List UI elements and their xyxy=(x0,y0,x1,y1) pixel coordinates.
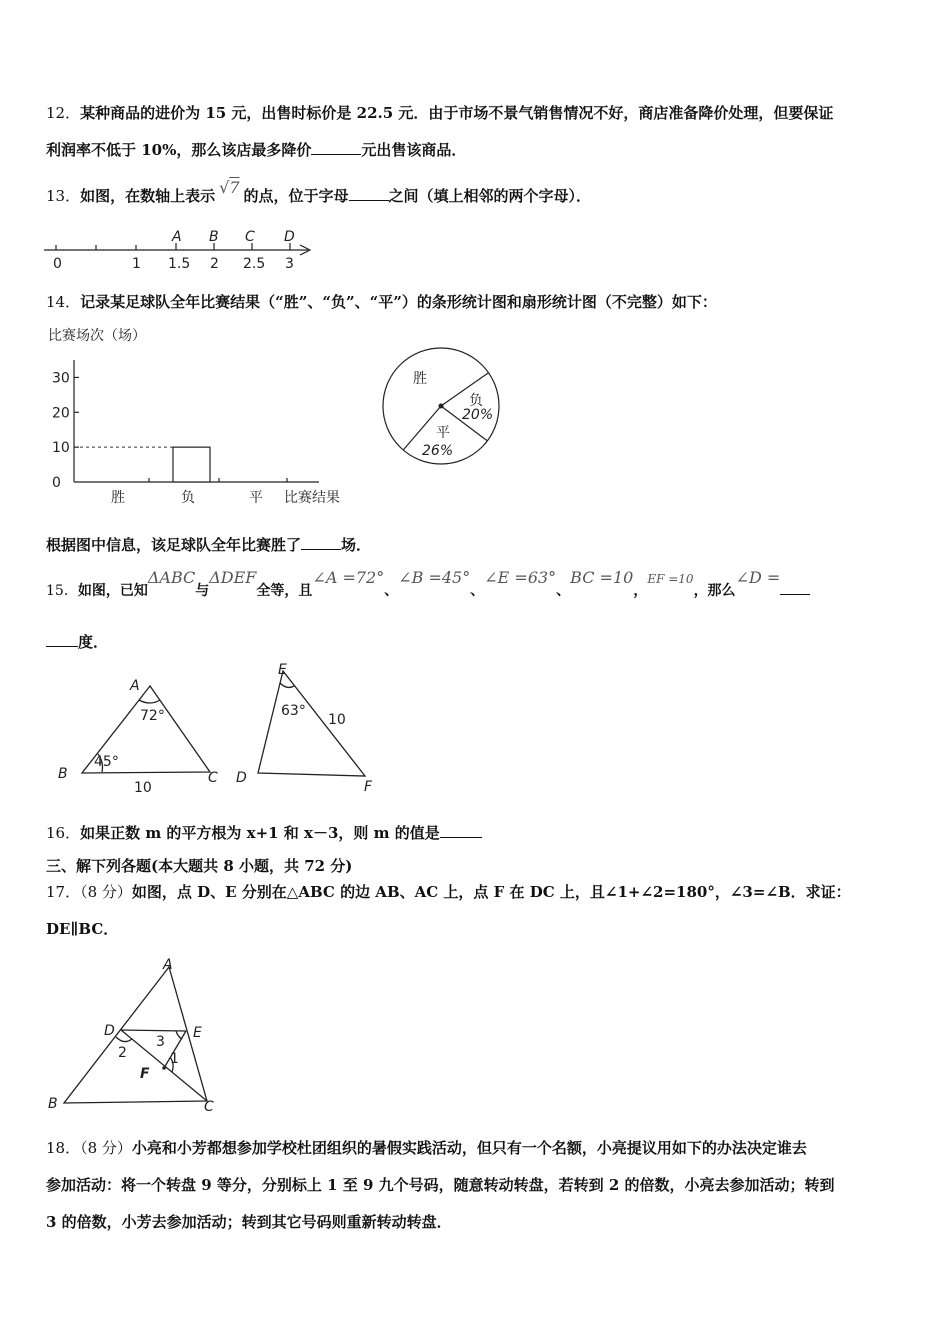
label-A: A xyxy=(172,229,182,245)
q15-triangles-figure xyxy=(50,660,390,798)
q15-with: 与 xyxy=(195,583,210,599)
bar-chart-category-2: 平 xyxy=(249,490,263,506)
q12-answer-blank[interactable] xyxy=(311,140,361,155)
q16-line xyxy=(46,823,482,843)
q18-line1 xyxy=(46,1138,807,1158)
q14-line xyxy=(46,292,717,312)
angle-arc-a xyxy=(139,700,160,703)
q18-text-line1: 小亮和小芳都想参加学校杜团组织的暑假实践活动，但只有一个名额，小亮提议用如下的办法决定谁去 xyxy=(131,1139,807,1157)
q17-vertex-b: B xyxy=(48,1096,58,1112)
q16-text: 如果正数 m 的平方根为 x+1 和 x－3，则 m 的值是 xyxy=(80,824,440,842)
q15-cond-angle-e: ∠E =63° xyxy=(484,568,557,587)
q15-ask-angle-d: ∠D = xyxy=(735,568,781,587)
q15-cond-bc: BC =10 xyxy=(570,568,634,587)
vertex-c: C xyxy=(208,770,218,786)
pie-label-loss: 负 xyxy=(469,393,483,409)
q17-vertex-d: D xyxy=(104,1023,115,1039)
q15-text-a: 如图，已知 xyxy=(77,583,148,599)
q12-line1 xyxy=(46,103,833,123)
q12-line2 xyxy=(46,140,466,160)
q12-text-line2b: 元出售该商品． xyxy=(361,141,467,159)
vertex-a: A xyxy=(130,678,140,694)
segment-de xyxy=(121,1030,186,1031)
bar-chart-ytick-label-10: 10 xyxy=(52,440,70,457)
q13-answer-blank[interactable] xyxy=(349,186,389,201)
q16-answer-blank[interactable] xyxy=(440,823,482,838)
q18-number: 18． xyxy=(46,1139,81,1157)
q15-text-c: ，那么 xyxy=(693,583,736,599)
label-D: D xyxy=(284,229,295,245)
q17-vertex-f: F xyxy=(140,1066,150,1082)
q15-text-b: 全等，且 xyxy=(256,583,313,599)
q17-vertex-c: C xyxy=(204,1099,214,1115)
q17-text-line1: 如图，点 D、E 分别在△ABC 的边 AB、AC 上，点 F 在 DC 上，且∠1+∠2=180°，∠3=∠B．求证： xyxy=(131,883,851,901)
label-B: B xyxy=(209,229,219,245)
q17-triangle-figure xyxy=(44,953,234,1118)
q15-answer-blank-b[interactable] xyxy=(46,632,78,647)
bar-负 xyxy=(173,447,210,482)
angle-b-label: 45° xyxy=(94,754,119,770)
pie-value-draw: 26% xyxy=(422,443,454,459)
bar-chart xyxy=(44,322,364,512)
q12-text-line1: 某种商品的进价为 15 元，出售时标价是 22.5 元．由于市场不景气销售情况不好，商店准备降价处理，但要保证 xyxy=(80,104,834,122)
angle-arc-3 xyxy=(176,1031,182,1039)
side-ef-label: 10 xyxy=(328,712,346,728)
q14-answer-text-b: 场． xyxy=(341,536,372,554)
q15-sep: 、 xyxy=(470,583,485,599)
q15-cond-angle-b: ∠B =45° xyxy=(398,568,471,587)
q15-comma: ， xyxy=(633,583,648,599)
pie-chart xyxy=(378,345,508,470)
pie-center xyxy=(439,404,444,409)
q14-text: 记录某足球队全年比赛结果（“胜”、“负”、“平”）的条形统计图和扇形统计图（不完整）如下： xyxy=(80,293,717,311)
q13-number: 13． xyxy=(46,187,81,205)
tick-label-3: 3 xyxy=(285,256,294,272)
tick-label-2.5: 2.5 xyxy=(243,256,266,272)
q17-vertex-e: E xyxy=(193,1025,202,1041)
angle-e-label: 63° xyxy=(281,703,306,719)
q15-cond-ef: EF =10 xyxy=(647,572,694,586)
vertex-d: D xyxy=(236,770,247,786)
bar-chart-ytick-label-0: 0 xyxy=(52,475,61,491)
q17-number: 17． xyxy=(46,883,81,901)
angle-a-label: 72° xyxy=(140,708,165,724)
q15-line2 xyxy=(46,632,108,652)
side-bc-label: 10 xyxy=(134,780,152,796)
bar-chart-category-1: 负 xyxy=(181,490,195,506)
pie-label-win: 胜 xyxy=(413,371,427,387)
label-C: C xyxy=(245,229,255,245)
q16-number: 16． xyxy=(46,824,81,842)
q12-text-line2a: 利润率不低于 10%，那么该店最多降价 xyxy=(46,141,312,159)
q17-point-f xyxy=(162,1066,166,1070)
q18-text-line3: 3 的倍数，小芳去参加活动；转到其它号码则重新转动转盘． xyxy=(46,1213,452,1231)
angle-arc-e xyxy=(280,683,294,687)
bar-chart-category-0: 胜 xyxy=(111,490,125,506)
q15-sep: 、 xyxy=(556,583,571,599)
q17-angle-2-label: 2 xyxy=(118,1045,127,1061)
q13-text-b: 的点，位于字母 xyxy=(243,187,349,205)
q17-vertex-a: A xyxy=(163,957,173,973)
tick-label-2: 2 xyxy=(210,256,219,272)
q18-text-line2: 参加活动：将一个转盘 9 等分，分别标上 1 至 9 九个号码，随意转动转盘，若转到 2 的倍数，小亮去参加活动；转到 xyxy=(46,1176,835,1194)
vertex-b: B xyxy=(58,766,68,782)
pie-value-loss: 20% xyxy=(462,407,494,423)
q15-cond-angle-a: ∠A =72° xyxy=(312,568,385,587)
vertex-e: E xyxy=(278,662,287,678)
pie-label-draw: 平 xyxy=(436,425,450,441)
bar-chart-ylabel: 比赛场次（场） xyxy=(48,328,146,344)
tick-label-0: 0 xyxy=(53,256,62,272)
q14-number: 14． xyxy=(46,293,81,311)
vertex-f: F xyxy=(364,779,373,795)
q17-text-line2: DE∥BC． xyxy=(46,920,119,938)
q14-answer-line xyxy=(46,535,371,555)
q15-triangle-abc: ΔABC xyxy=(147,568,196,587)
q12-number: 12． xyxy=(46,104,81,122)
triangle-def xyxy=(258,671,365,776)
q13-text-a: 如图，在数轴上表示 xyxy=(80,187,216,205)
q18-score: （8 分） xyxy=(80,1139,132,1157)
q17-angle-1-label: 1 xyxy=(170,1051,179,1067)
section-heading: 三、解下列各题(本大题共 8 小题，共 72 分) xyxy=(46,857,353,875)
q14-answer-blank[interactable] xyxy=(301,535,341,550)
q15-line1 xyxy=(46,568,810,601)
q13-line xyxy=(46,178,592,206)
q15-number: 15． xyxy=(46,583,78,599)
bar-chart-xlabel: 比赛结果 xyxy=(284,490,340,506)
bar-chart-ytick-label-20: 20 xyxy=(52,405,70,422)
number-line-figure xyxy=(40,228,330,274)
q13-text-c: 之间（填上相邻的两个字母）． xyxy=(388,187,592,205)
sqrt-expression: √7 xyxy=(219,178,240,197)
tick-label-1.5: 1.5 xyxy=(168,256,191,272)
q15-answer-blank-a[interactable] xyxy=(780,580,810,595)
tick-label-1: 1 xyxy=(132,256,141,272)
sqrt-radicand: 7 xyxy=(229,178,240,197)
q15-sep: 、 xyxy=(384,583,399,599)
bar-chart-ytick-label-30: 30 xyxy=(52,370,70,387)
q15-text-degree: 度． xyxy=(78,633,109,651)
q17-angle-3-label: 3 xyxy=(156,1034,165,1050)
q17-line1 xyxy=(46,882,851,902)
q17-score: （8 分） xyxy=(80,883,132,901)
q14-answer-text-a: 根据图中信息，该足球队全年比赛胜了 xyxy=(46,536,302,554)
q15-triangle-def: ΔDEF xyxy=(209,568,257,587)
